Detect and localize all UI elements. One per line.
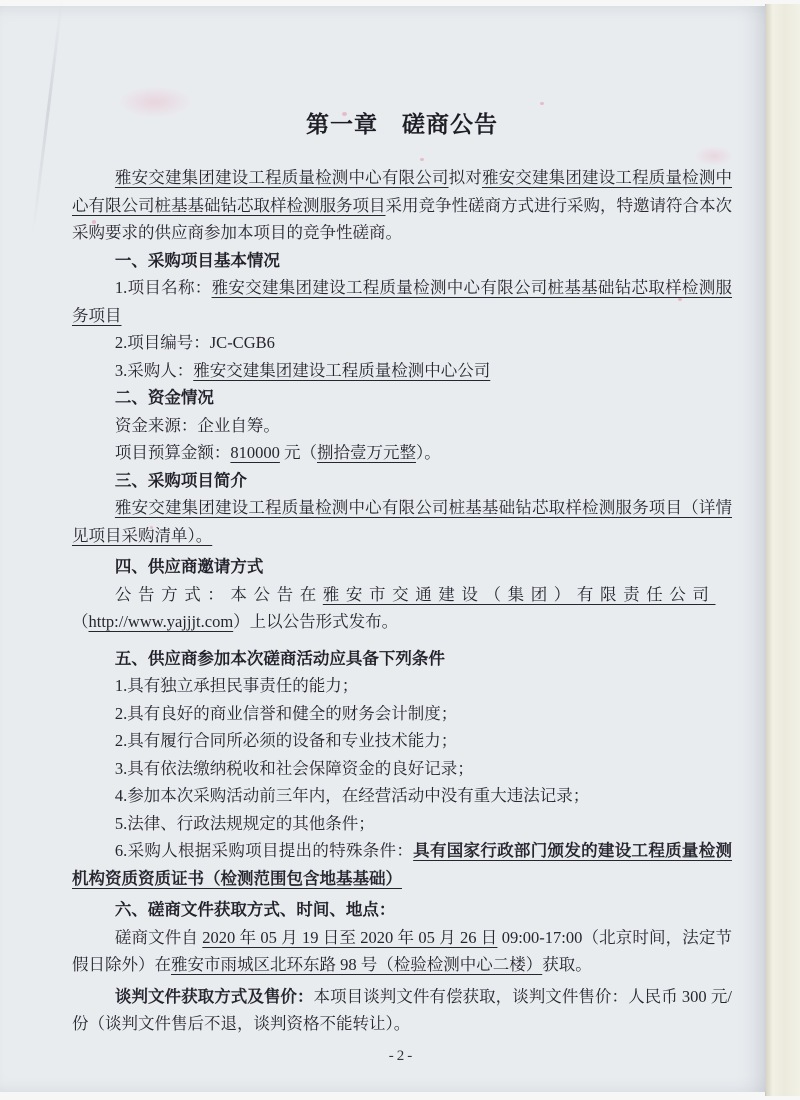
budget-amount: 810000 <box>230 443 280 462</box>
budget-line <box>72 439 732 467</box>
intro-text-2: 采用竞争性磋商方式进行采购，特邀请符合本次采购要求的供应商参加本项目的竞争性磋商。 <box>72 195 732 242</box>
section4-heading: 四、供应商邀请方式 <box>114 557 264 576</box>
condition-item: 3.具有依法缴纳税收和社会保障资金的良好记录； <box>114 758 474 778</box>
budget-amount-words: 捌拾壹万元整 <box>317 443 417 462</box>
funding-source-line: 资金来源：企业自筹。 <box>114 415 280 435</box>
obtain-dates: 2020 年 05 月 19 日至 2020 年 05 月 26 日 <box>202 927 498 947</box>
project-brief-text: 雅安交建集团建设工程质量检测中心有限公司桩基基础钻芯取样检测服务项目（详情见项目采购清单）。 <box>72 498 732 545</box>
document-content <box>72 6 732 1070</box>
project-name-label: 1.项目名称： <box>114 278 212 297</box>
condition-item: 5.法律、行政法规规定的其他条件； <box>114 813 375 833</box>
purchaser-name: 雅安交建集团建设工程质量检测中心有限公司 <box>114 168 449 187</box>
project-name-item <box>72 274 732 329</box>
obtain-end: 获取。 <box>542 955 592 974</box>
condition-item-special <box>72 837 732 892</box>
chapter-title: 第一章 磋商公告 <box>306 112 498 137</box>
project-number-label: 2.项目编号： <box>114 333 210 352</box>
obtain-mid: 09:00-17:00（北京时间，法定节假日除外）在 <box>72 927 733 974</box>
section1-heading: 一、采购项目基本情况 <box>114 250 280 270</box>
condition-item: 1.具有独立承担民事责任的能力； <box>114 676 359 695</box>
project-brief <box>72 494 732 549</box>
intro-paragraph <box>72 164 732 247</box>
purchaser-label: 3.采购人： <box>114 360 194 380</box>
document-paper <box>0 6 766 1092</box>
special-condition-label: 6.采购人根据采购项目提出的特殊条件： <box>114 841 414 860</box>
condition-item: 2.具有履行合同所必须的设备和专业技术能力； <box>114 731 458 750</box>
announcement-method-line <box>72 581 732 609</box>
purchaser-item <box>72 357 732 385</box>
project-name: 雅安交建集团建设工程质量检测中心有限公司桩基基础钻芯取样检测服务项目 <box>72 168 733 215</box>
condition-item: 4.参加本次采购活动前三年内，在经营活动中没有重大违法记录； <box>114 786 590 805</box>
special-condition-text: 具有国家行政部门颁发的建设工程质量检测机构资质资质证书（检测范围包含地基基础） <box>72 841 733 888</box>
price-paragraph <box>72 983 732 1038</box>
announcement-url: http://www.yajjjt.com <box>88 612 234 631</box>
intro-text: 拟对 <box>448 168 482 187</box>
budget-end: ）。 <box>416 443 441 462</box>
announcement-url-line <box>72 608 732 636</box>
obtain-address: 雅安市雨城区北环东路 98 号（检验检测中心二楼） <box>171 955 543 974</box>
condition-item: 2.具有良好的商业信誉和健全的财务会计制度； <box>114 703 458 723</box>
budget-label: 项目预算金额： <box>114 443 231 462</box>
scanner-background-strip <box>765 4 800 1096</box>
announcement-company: 雅安市交通建设（集团）有限责任公司 <box>322 584 716 604</box>
budget-mid: 元（ <box>279 443 318 462</box>
price-text: 本项目谈判文件有偿获取，谈判文件售价：人民币 300 元/份（谈判文件售后不退，谈判资格不能转让）。 <box>72 986 732 1033</box>
announcement-method-pre: 公告方式：本公告在 <box>114 584 323 604</box>
purchaser-value: 雅安交建集团建设工程质量检测中心公司 <box>193 360 491 380</box>
announcement-url-post: ）上以公告形式发布。 <box>233 612 399 631</box>
project-number-value: JC-CGB6 <box>209 333 275 352</box>
section5-heading: 五、供应商参加本次磋商活动应具备下列条件 <box>114 648 445 668</box>
scan-crease <box>31 2 63 236</box>
price-label: 谈判文件获取方式及售价： <box>114 986 314 1006</box>
document-obtain-paragraph <box>72 924 732 979</box>
obtain-pre: 磋商文件自 <box>114 927 203 947</box>
section3-heading: 三、采购项目简介 <box>114 470 247 490</box>
section2-heading: 二、资金情况 <box>114 388 214 407</box>
project-name-value: 雅安交建集团建设工程质量检测中心有限公司桩基基础钻芯取样检测服务项目 <box>72 278 733 325</box>
section6-heading: 六、磋商文件获取方式、时间、地点： <box>114 900 396 919</box>
project-number-item <box>72 329 732 357</box>
url-open-paren: （ <box>72 612 89 631</box>
page-number: -2- <box>388 1047 416 1064</box>
